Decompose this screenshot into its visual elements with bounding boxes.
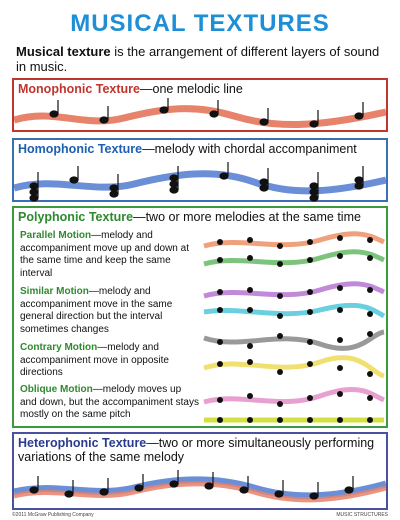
- homophonic-title: Homophonic Texture: [18, 142, 143, 156]
- monophonic-melody: [14, 98, 386, 132]
- monophonic-title: Monophonic Texture: [18, 82, 140, 96]
- homophonic-melody: [14, 158, 386, 202]
- polyphonic-title: Polyphonic Texture: [18, 210, 134, 224]
- homophonic-panel: [12, 138, 388, 202]
- parallel-motion-text: Parallel Motion—melody and accompaniment move up and down at the same time and keep the same interval: [20, 230, 189, 279]
- heterophonic-desc: —two or more simultaneously performing variations of the same melody: [18, 436, 375, 464]
- heterophonic-melody: [14, 468, 386, 510]
- heterophonic-panel: [12, 432, 388, 510]
- footer-series: MUSIC STRUCTURES: [336, 512, 388, 518]
- monophonic-panel: [12, 78, 388, 132]
- polyphonic-panel: [12, 206, 388, 428]
- oblique-motion-text: Oblique Motion—melody moves up and down, but the accompaniment stays mostly on the same pitch: [20, 384, 199, 420]
- heterophonic-title: Heterophonic Texture: [18, 436, 147, 450]
- intro-term: Musical texture: [16, 44, 111, 59]
- similar-motion-text: Similar Motion—melody and accompaniment move in the same general direction but the interval sometimes changes: [20, 286, 173, 335]
- polyphonic-diagrams: [200, 226, 386, 426]
- contrary-motion-text: Contrary Motion—melody and accompaniment move in opposite directions: [20, 342, 169, 378]
- polyphonic-desc: —two or more melodies at the same time: [133, 210, 361, 224]
- homophonic-desc: —melody with chordal accompaniment: [142, 142, 357, 156]
- monophonic-desc: —one melodic line: [140, 82, 243, 96]
- footer-copyright: ©2011 McGraw Publishing Company: [12, 512, 94, 518]
- intro-definition: is the arrangement of different layers of sound in music.: [16, 44, 380, 74]
- intro-text: [16, 44, 388, 74]
- page-title: MUSICAL TEXTURES: [70, 10, 330, 37]
